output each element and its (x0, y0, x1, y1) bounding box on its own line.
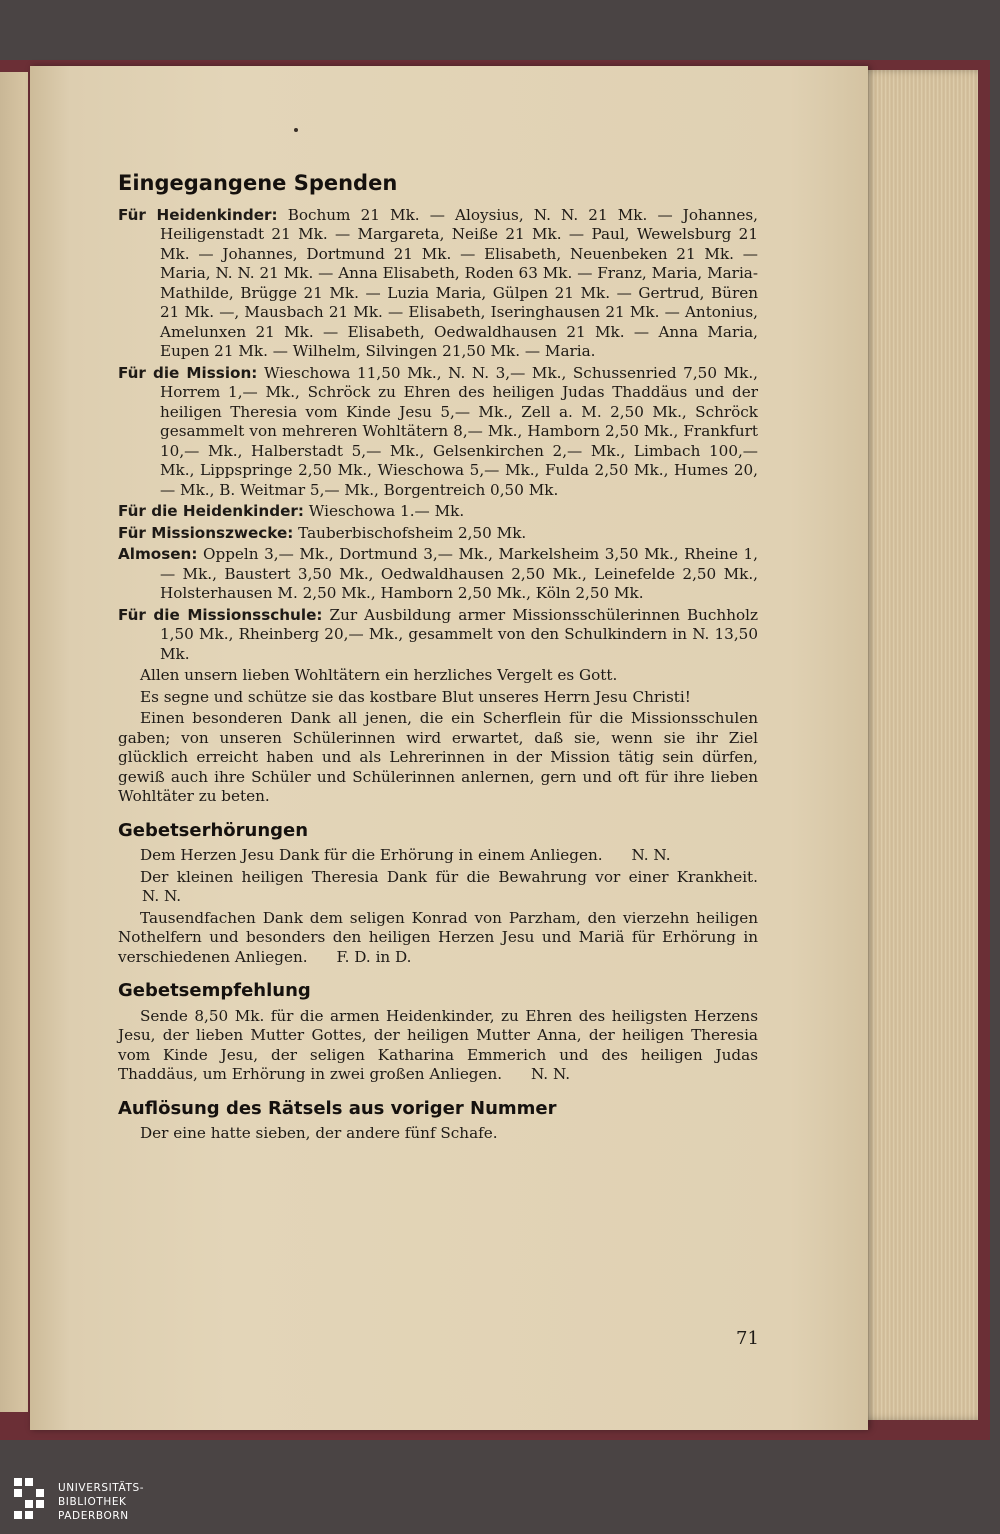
answered-text: Der kleinen heiligen Theresia Dank für die Bewahrung vor einer Krankheit. (140, 867, 758, 886)
thanks-line: Allen unsern lieben Wohltätern ein herzliches Vergelt es Gott. (140, 666, 618, 684)
riddle-solution: Der eine hatte sieben, der andere fünf Schafe. (140, 1124, 498, 1142)
heading-riddle-solution: Auflösung des Rätsels aus voriger Nummer (118, 1097, 557, 1119)
donation-text: Bochum 21 Mk. — Aloysius, N. N. 21 Mk. — Johannes, Heiligenstadt 21 Mk. — Margareta, Neiße 21 Mk. — Paul, Wewelsburg 21 Mk. — Johannes, Dortmund 21 Mk. — Elisabeth, Neuenbeken 21 Mk. — Maria, N. N. 21 Mk. — Anna Elisabeth, Roden 63 Mk. — Franz, Maria, Maria-Mathilde, Brügge 21 Mk. — Luzia Maria, Gülpen 21 Mk. — Gertrud, Büren 21 Mk. —, Mausbach 21 Mk. — Elisabeth, Iseringhausen 21 Mk. — Antonius, Amelunxen 21 Mk. — Elisabeth, Oedwaldhausen 21 Mk. — Anna Maria, Eupen 21 Mk. — Wilhelm, Silvingen 21,50 Mk. — Maria. (160, 205, 759, 360)
page-number: 71 (736, 1328, 759, 1349)
donation-label: Für die Missionsschule: (118, 605, 323, 624)
donation-text: Wieschowa 1.— Mk. (308, 502, 465, 520)
donation-entry (118, 502, 758, 522)
answered-signature: F. D. in D. (336, 947, 412, 966)
library-name-line: UNIVERSITÄTS- (58, 1482, 145, 1494)
library-name-line: BIBLIOTHEK (58, 1496, 127, 1508)
donation-entry (118, 206, 758, 362)
heading-donations: Eingegangene Spenden (118, 171, 398, 195)
donation-label: Für Heidenkinder: (118, 205, 278, 224)
answered-prayer (118, 909, 758, 968)
heading-prayers-answered: Gebetserhörungen (118, 819, 309, 841)
book-page (30, 66, 868, 1430)
donation-label: Almosen: (118, 545, 198, 563)
answered-signature: N. N. (142, 887, 182, 905)
answered-text: Dem Herzen Jesu Dank für die Erhörung in einem Anliegen. (140, 846, 603, 864)
donation-text: Zur Ausbildung armer Missionsschülerinnen Buchholz 1,50 Mk., Rheinberg 20,— Mk., gesammelt von den Schulkindern in N. 13,50 Mk. (160, 605, 758, 663)
donation-text: Wieschowa 11,50 Mk., N. N. 3,— Mk., Schussenried 7,50 Mk., Horrem 1,— Mk., Schröck zu Ehren des heiligen Judas Thaddäus und der heiligen Theresia vom Kinde Jesu 5,— Mk., Zell a. M. 2,50 Mk., Schröck gesammelt von mehreren Wohltätern 8,— Mk., Hamborn 2,50 Mk., Frankfurt 10,— Mk., Halberstadt 5,— Mk., Gelsenkirchen 2,— Mk., Limbach 100,— Mk., Lippspringe 2,50 Mk., Wieschowa 5,— Mk., Fulda 2,50 Mk., Humes 20,— Mk., B. Weitmar 5,— Mk., Borgentreich 0,50 Mk. (160, 363, 758, 499)
recommendation-text: Sende 8,50 Mk. für die armen Heidenkinder, zu Ehren des heiligsten Herzens Jesu, der lieben Mutter Gottes, der heiligen Mutter Anna, der heiligen Theresia vom Kinde Jesu, der seligen Katharina Emmerich und des heiligen Judas Thaddäus, um Erhörung in zwei großen Anliegen. (118, 1006, 758, 1083)
library-logo-icon (14, 1478, 46, 1526)
library-name-line: PADERBORN (58, 1510, 129, 1522)
library-name (58, 1481, 144, 1523)
donation-entry (118, 545, 758, 604)
donation-entry (118, 364, 758, 501)
page-edges (858, 70, 978, 1420)
donation-label: Für die Mission: (118, 363, 258, 382)
answered-text: Tausendfachen Dank dem seligen Konrad von Parzham, den vierzehn heiligen Nothelfern und besonders den heiligen Herzen Jesu und Mariä für Erhörung in verschiedenen Anliegen. (118, 908, 758, 966)
page-text (118, 171, 759, 1146)
donation-text: Tauberbischofsheim 2,50 Mk. (298, 523, 527, 542)
donation-label: Für Missionszwecke: (118, 523, 294, 542)
answered-prayer (118, 846, 758, 866)
special-thanks: Einen besonderen Dank all jenen, die ein Scherflein für die Missionsschulen gaben; von unseren Schülerinnen wird erwartet, daß sie, wenn sie ihr Ziel glücklich erreicht haben und als Lehrerinnen in der Mission tätig sein dürfen, gewiß auch ihre Schüler und Schülerinnen anlernen, gern und oft für ihre lieben Wohltäter zu beten. (118, 709, 758, 805)
answered-prayer (118, 868, 758, 907)
ink-speck (294, 128, 298, 132)
prayer-recommendation (118, 1007, 758, 1085)
donation-entry (118, 524, 758, 544)
answered-signature: N. N. (631, 846, 671, 864)
left-page-edge (0, 72, 28, 1412)
blessing-line: Es segne und schütze sie das kostbare Blut unseres Herrn Jesu Christi! (140, 687, 691, 706)
donation-label: Für die Heidenkinder: (118, 502, 304, 520)
donation-text: Oppeln 3,— Mk., Dortmund 3,— Mk., Markelsheim 3,50 Mk., Rheine 1,— Mk., Baustert 3,50 Mk., Oedwaldhausen 2,50 Mk., Leinefelde 2,50 Mk., Holsterhausen M. 2,50 Mk., Hamborn 2,50 Mk., Köln 2,50 Mk. (160, 545, 758, 602)
library-watermark (14, 1476, 224, 1528)
donation-entry (118, 606, 758, 665)
recommendation-signature: N. N. (530, 1065, 571, 1083)
heading-recommendation: Gebetsempfehlung (118, 980, 311, 1001)
